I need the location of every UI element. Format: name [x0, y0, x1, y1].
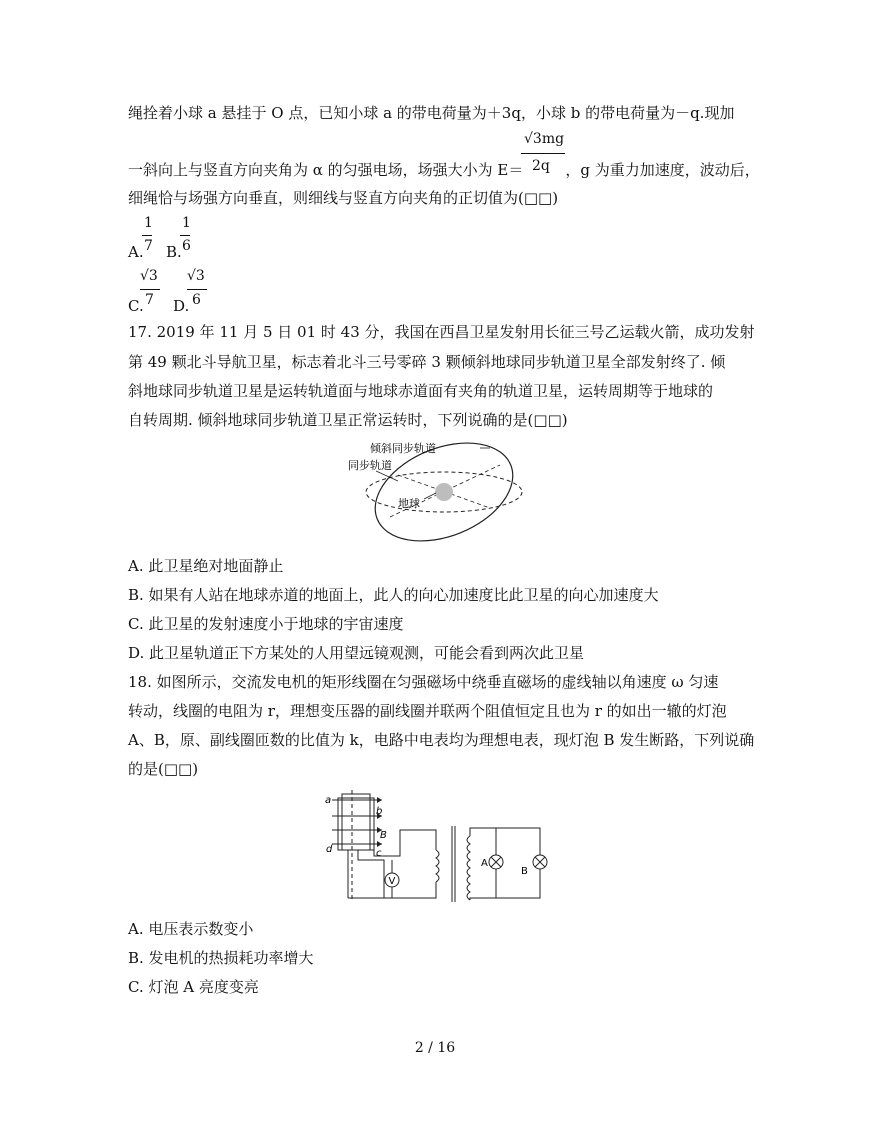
- q16-optD-numerator: √3: [187, 268, 205, 284]
- q18-line-1: 18. 如图所示，交流发电机的矩形线圈在匀强磁场中绕垂直磁场的虚线轴以角速度 ω 匀速: [128, 673, 719, 691]
- q16-line-2-post: ，g 为重力加速度，波动后，: [565, 161, 760, 179]
- q16-optB-numerator: 1: [182, 215, 191, 231]
- q18-line-4: 的是(□□): [128, 760, 199, 778]
- label-field-B: B: [380, 830, 387, 841]
- label-earth: 地球: [398, 497, 420, 510]
- q16-line-1: 绳拴着小球 a 悬挂于 O 点，已知小球 a 的带电荷量为＋3q，小球 b 的带电荷量为－q.现加: [128, 104, 735, 122]
- q17-option-b: B. 如果有人站在地球赤道的地面上，此人的向心加速度比此卫星的向心加速度大: [128, 586, 659, 604]
- q16-line-2: [128, 160, 760, 180]
- orbit-diagram: [340, 435, 540, 550]
- q18-option-a: A. 电压表示数变小: [128, 920, 254, 938]
- q18-option-c: C. 灯泡 A 亮度变亮: [128, 978, 259, 996]
- q16-optC-denominator: 7: [145, 292, 154, 308]
- coil-rectangle-inner: [342, 794, 370, 850]
- q16-optD-label: D.: [173, 297, 190, 315]
- q16-line-2-pre: 一斜向上与竖直方向夹角为 α 的匀强电场，场强大小为 E＝: [128, 161, 524, 179]
- primary-coil: [436, 850, 439, 882]
- label-sync-orbit: 同步轨道: [348, 459, 392, 472]
- label-bulb-A: A: [481, 858, 488, 869]
- q16-optD-denominator: 6: [192, 292, 201, 308]
- label-a: a: [325, 795, 332, 806]
- q16-field-numerator: √3mg: [524, 131, 565, 147]
- q16-optC-label: C.: [128, 297, 144, 315]
- q16-field-fraction-bar: [521, 153, 565, 154]
- q17-line-4: 自转周期. 倾斜地球同步轨道卫星正常运转时，下列说确的是(□□): [128, 411, 568, 429]
- q16-optA-numerator: 1: [144, 215, 153, 231]
- q16-optB-denominator: 6: [182, 238, 191, 254]
- circuit-diagram: [318, 790, 558, 910]
- q16-optB-label: B.: [166, 243, 182, 261]
- q16-optA-denominator: 7: [144, 238, 153, 254]
- q17-option-c: C. 此卫星的发射速度小于地球的宇宙速度: [128, 615, 404, 633]
- q18-option-b: B. 发电机的热损耗功率增大: [128, 949, 314, 967]
- voltmeter-label: V: [388, 876, 396, 887]
- label-inclined-orbit: 倾斜同步轨道: [370, 442, 436, 455]
- coil-rectangle: [338, 798, 374, 850]
- q17-line-1: 17. 2019 年 11 月 5 日 01 时 43 分，我国在西昌卫星发射用长征三号乙运载火箭，成功发射: [128, 323, 755, 341]
- q16-optA-label: A.: [128, 243, 144, 261]
- q17-line-3: 斜地球同步轨道卫星是运转轨道面与地球赤道面有夹角的轨道卫星，运转周期等于地球的: [128, 382, 714, 400]
- label-c: c: [376, 848, 382, 859]
- q17-option-a: A. 此卫星绝对地面静止: [128, 557, 284, 575]
- q16-optB-bar: [180, 235, 190, 236]
- q16-field-denominator: 2q: [532, 158, 550, 174]
- q16-optC-bar: [140, 289, 160, 290]
- label-bulb-B: B: [521, 866, 528, 877]
- q18-line-2: 转动，线圈的电阻为 r，理想变压器的副线圈并联两个阻值恒定且也为 r 的如出一辙的灯泡: [128, 702, 727, 720]
- page-number: 2 / 16: [414, 1040, 456, 1056]
- label-b: b: [376, 806, 383, 817]
- label-d: d: [326, 844, 333, 855]
- q16-optA-bar: [142, 235, 152, 236]
- q16-line-3: 细绳恰与场强方向垂直，则细线与竖直方向夹角的正切值为(□□): [128, 189, 559, 207]
- q16-optC-numerator: √3: [140, 268, 158, 284]
- q18-line-3: A、B，原、副线圈匝数的比值为 k，电路中电表均为理想电表，现灯泡 B 发生断路，下列说确: [128, 731, 755, 749]
- q17-option-d: D. 此卫星轨道正下方某处的人用望远镜观测，可能会看到两次此卫星: [128, 644, 585, 662]
- q17-line-2: 第 49 颗北斗导航卫星，标志着北斗三号零碎 3 颗倾斜地球同步轨道卫星全部发射终了. 倾: [128, 353, 726, 371]
- q16-optD-bar: [187, 289, 207, 290]
- earth-circle: [435, 483, 453, 501]
- secondary-coil: [467, 836, 470, 900]
